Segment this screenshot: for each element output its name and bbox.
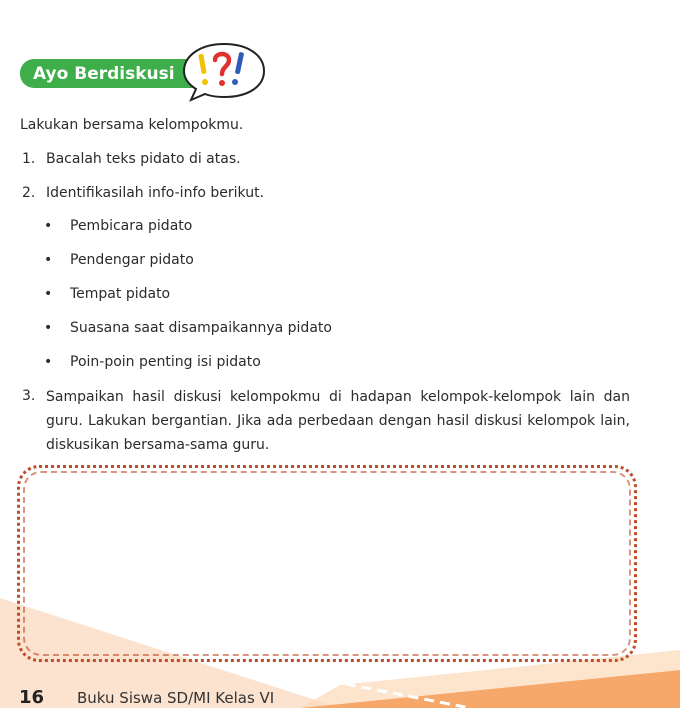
step-3-text: Sampaikan hasil diskusi kelompokmu di hadapan kelompok-kelompok lain dan guru. Lakukan bergantian. Jika ada perbedaan dengan hasil diskusi kelompok lain, diskusikan bersama-sama guru. <box>46 389 630 453</box>
intro-text: Lakukan bersama kelompokmu. <box>20 117 244 133</box>
exclamation-question-icon <box>181 40 267 102</box>
step-3-number: 3. <box>22 388 36 404</box>
bullet-text: Suasana saat disampaikannya pidato <box>70 320 332 336</box>
page-number: 16 <box>19 687 45 708</box>
step-1-number: 1. <box>22 151 36 167</box>
bullet-marker: • <box>44 286 53 302</box>
answer-box[interactable] <box>17 465 637 662</box>
book-title: Buku Siswa SD/MI Kelas VI <box>77 689 275 707</box>
bullet-text: Poin-poin penting isi pidato <box>70 354 261 370</box>
bullet-marker: • <box>44 218 53 234</box>
bullet-marker: • <box>44 252 53 268</box>
bullet-text: Tempat pidato <box>70 286 171 302</box>
bullet-marker: • <box>44 320 53 336</box>
step-1-text: Bacalah teks pidato di atas. <box>46 151 241 167</box>
step-2-text: Identifikasilah info-info berikut. <box>46 185 265 201</box>
step-2-number: 2. <box>22 185 36 201</box>
bullet-marker: • <box>44 354 53 370</box>
bullet-text: Pembicara pidato <box>70 218 193 234</box>
section-badge <box>20 59 205 88</box>
section-badge-label: Ayo Berdiskusi <box>33 63 175 84</box>
bullet-text: Pendengar pidato <box>70 252 194 268</box>
